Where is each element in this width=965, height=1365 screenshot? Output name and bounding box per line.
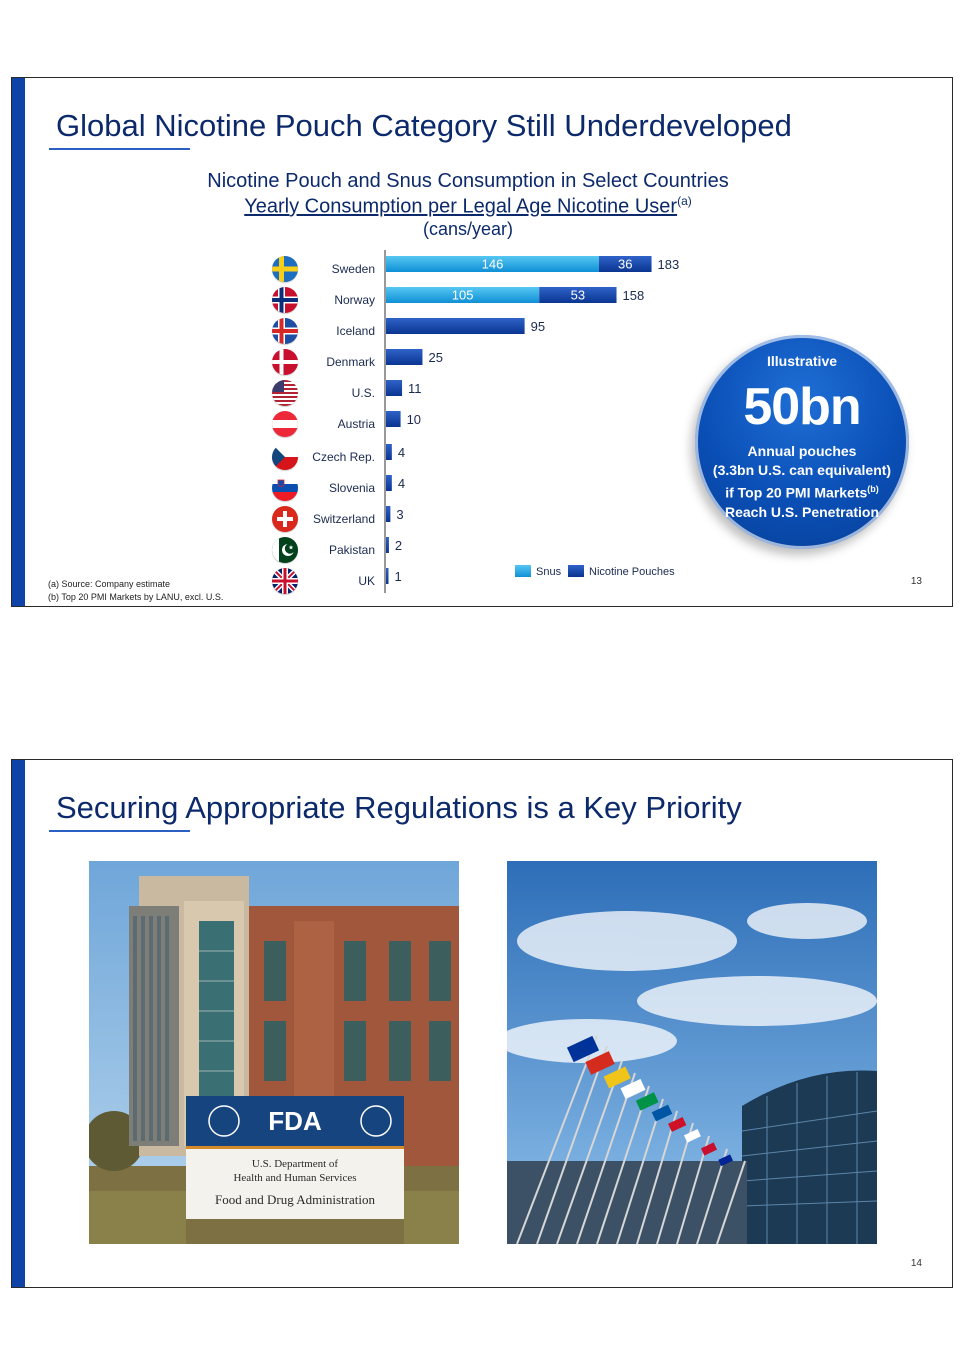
legend-label-pouches: Nicotine Pouches xyxy=(589,566,675,578)
chart-units: (cans/year) xyxy=(422,219,514,239)
footnote-b: (b) Top 20 PMI Markets by LANU, excl. U.S. xyxy=(48,592,224,602)
country-label: Switzerland xyxy=(312,512,375,526)
country-label: Norway xyxy=(334,293,375,307)
badge-note: (b) xyxy=(867,484,879,494)
country-label: Austria xyxy=(337,417,375,431)
slide-accent-bar xyxy=(12,760,25,1287)
bar-nicotine-pouches xyxy=(386,568,389,584)
bar-total-label: 158 xyxy=(622,288,645,303)
badge-description xyxy=(695,442,909,522)
legend-swatch-snus xyxy=(515,565,531,577)
bar-total-label: 10 xyxy=(406,412,422,427)
country-label: Iceland xyxy=(336,324,375,338)
bar-total-label: 2 xyxy=(394,538,403,553)
bar-total-label: 95 xyxy=(530,319,546,334)
bar-chart xyxy=(372,248,692,598)
chart-heading: Nicotine Pouch and Snus Consumption in Select Countries xyxy=(207,170,729,192)
slide-accent-bar xyxy=(12,78,25,606)
bar-nicotine-pouches xyxy=(386,349,422,365)
country-label: Czech Rep. xyxy=(312,450,375,464)
chart-subheading-text: Yearly Consumption per Legal Age Nicotine User xyxy=(244,195,678,218)
country-label: Sweden xyxy=(331,262,375,276)
slide-14 xyxy=(11,759,953,1288)
bar-nicotine-pouches xyxy=(386,444,392,460)
bar-total-label: 183 xyxy=(657,257,680,272)
slide-title: Global Nicotine Pouch Category Still Underdeveloped xyxy=(56,108,792,143)
bar-label-snus: 105 xyxy=(451,287,474,303)
bar-label-snus: 146 xyxy=(481,256,504,272)
slide-title: Securing Appropriate Regulations is a Key Priority xyxy=(56,790,742,825)
page-number: 14 xyxy=(910,1258,922,1269)
bar-nicotine-pouches xyxy=(386,537,389,553)
bar-nicotine-pouches xyxy=(386,506,390,522)
bar-label-pouches: 53 xyxy=(570,287,586,303)
badge-label: Illustrative xyxy=(766,353,838,369)
bar-total-label: 11 xyxy=(408,381,422,396)
badge-line: Annual pouches xyxy=(747,443,857,459)
sign-line-1: U.S. Department of xyxy=(251,1158,339,1170)
bar-total-label: 4 xyxy=(397,445,406,460)
bar-total-label: 25 xyxy=(428,350,443,365)
country-label: Pakistan xyxy=(328,543,375,557)
bar-total-label: 4 xyxy=(397,476,406,491)
bar-nicotine-pouches xyxy=(386,318,525,334)
title-underline xyxy=(49,830,190,832)
badge-line-with-note xyxy=(695,480,909,503)
chart-subheading-note: (a) xyxy=(677,194,692,208)
badge-line: (3.3bn U.S. can equivalent) xyxy=(712,462,892,478)
bar-nicotine-pouches xyxy=(386,475,392,491)
eu-parliament-photo xyxy=(507,861,877,1244)
bar-label-pouches: 36 xyxy=(618,256,633,272)
sign-line-3: Food and Drug Administration xyxy=(215,1192,375,1207)
badge-value: 50bn xyxy=(743,378,861,436)
slide-13 xyxy=(11,77,953,607)
country-label: U.S. xyxy=(351,386,375,400)
country-label: UK xyxy=(358,574,375,588)
chart-subheading xyxy=(12,194,924,219)
bar-total-label: 3 xyxy=(396,507,404,522)
legend-label-snus: Snus xyxy=(536,566,562,578)
illustrative-badge xyxy=(695,335,909,549)
badge-line: if Top 20 PMI Markets xyxy=(725,484,868,501)
country-label: Denmark xyxy=(326,355,375,369)
sign-line-2: Health and Human Services xyxy=(233,1172,357,1184)
bar-nicotine-pouches xyxy=(386,380,402,396)
badge-line: Reach U.S. Penetration xyxy=(724,503,880,520)
bar-total-label: 1 xyxy=(394,569,402,584)
title-underline xyxy=(49,148,190,150)
bar-nicotine-pouches xyxy=(386,411,401,427)
fda-building-photo xyxy=(89,861,459,1244)
country-label: Slovenia xyxy=(328,481,375,495)
page-number: 13 xyxy=(910,576,922,587)
legend-swatch-pouches xyxy=(568,565,584,577)
footnote-a: (a) Source: Company estimate xyxy=(48,579,171,589)
fda-logo-text: FDA xyxy=(268,1106,322,1136)
